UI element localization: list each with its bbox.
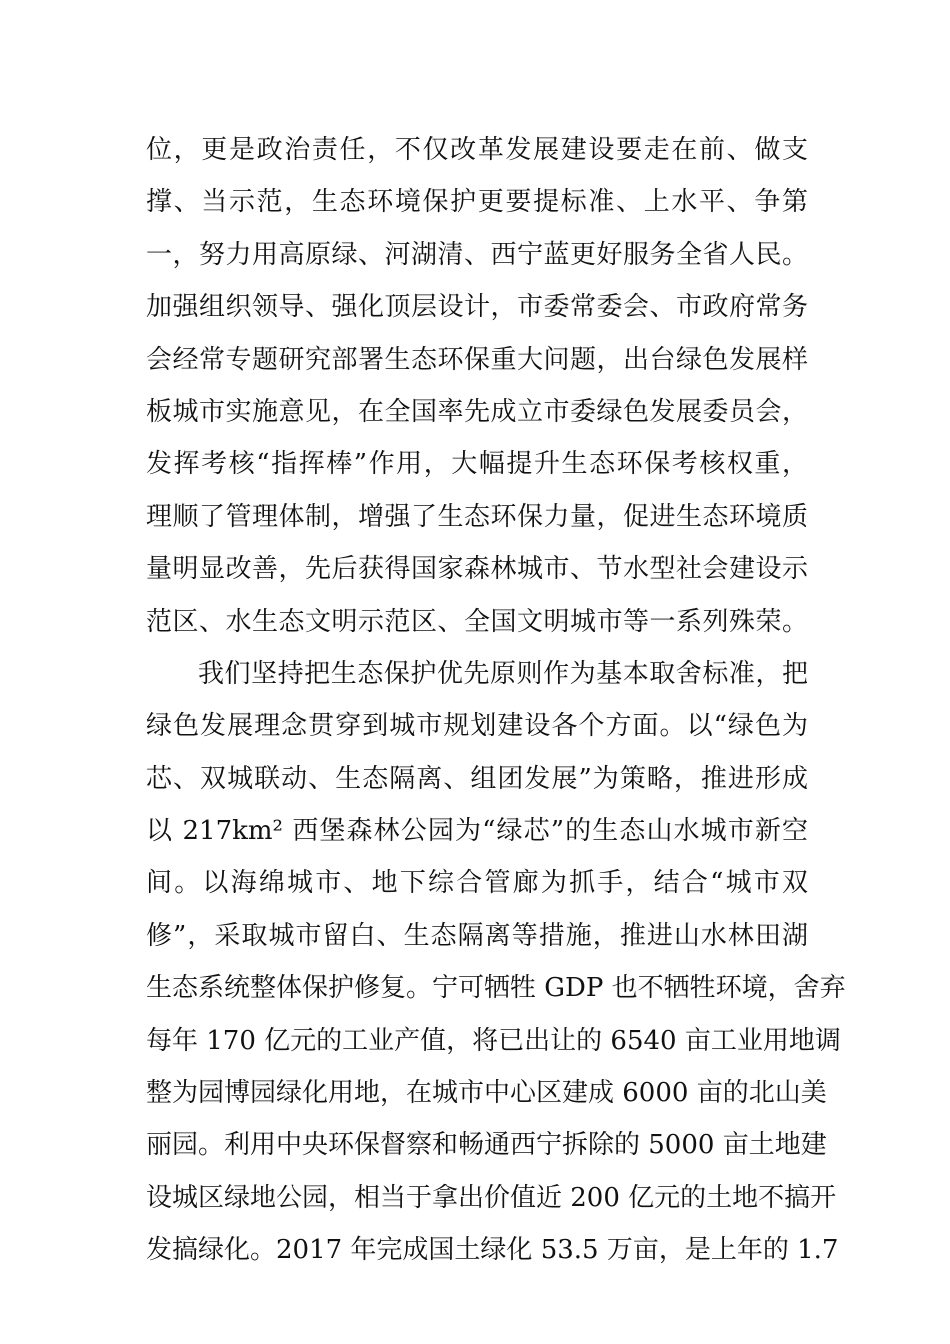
text-line: 理顺了管理体制，增强了生态环保力量，促进生态环境质 [146, 501, 808, 532]
text-line: 会经常专题研究部署生态环保重大问题，出台绿色发展样 [146, 344, 808, 375]
text-line: 绿色发展理念贯穿到城市规划建设各个方面。以“绿色为 [146, 711, 808, 742]
text-line: 修”，采取城市留白、生态隔离等措施，推进山水林田湖 [146, 920, 808, 951]
text-line: 生态系统整体保护修复。宁可牺牲 GDP 也不牺牲环境，舍弃 [146, 973, 846, 1004]
text-line: 位，更是政治责任，不仅改革发展建设要走在前、做支 [146, 135, 808, 165]
text-line: 发挥考核“指挥棒”作用，大幅提升生态环保考核权重， [146, 449, 808, 480]
text-line: 量明显改善，先后获得国家森林城市、节水型社会建设示 [146, 554, 808, 585]
text-line: 整为园博园绿化用地，在城市中心区建成 6000 亩的北山美 [146, 1078, 827, 1109]
paragraph-first-line: 我们坚持把生态保护优先原则作为基本取舍标准，把 [198, 658, 808, 689]
text-line: 间。以海绵城市、地下综合管廊为抓手，结合“城市双 [146, 868, 808, 899]
text-line: 发搞绿化。2017 年完成国土绿化 53.5 万亩，是上年的 1.7 [146, 1235, 839, 1266]
text-line: 加强组织领导、强化顶层设计，市委常委会、市政府常务 [146, 292, 808, 323]
text-line: 每年 170 亿元的工业产值，将已出让的 6540 亩工业用地调 [146, 1025, 841, 1056]
text-line: 以 217km² 西堡森林公园为“绿芯”的生态山水城市新空 [146, 816, 808, 847]
text-line: 设城区绿地公园，相当于拿出价值近 200 亿元的土地不搞开 [146, 1182, 837, 1213]
text-line: 范区、水生态文明示范区、全国文明城市等一系列殊荣。 [146, 606, 808, 637]
text-line: 丽园。利用中央环保督察和畅通西宁拆除的 5000 亩土地建 [146, 1130, 827, 1161]
text-line: 一，努力用高原绿、河湖清、西宁蓝更好服务全省人民。 [146, 239, 808, 270]
text-line: 芯、双城联动、生态隔离、组团发展”为策略，推进形成 [146, 763, 808, 794]
text-line: 撑、当示范，生态环境保护更要提标准、上水平、争第 [146, 187, 808, 218]
text-line: 板城市实施意见，在全国率先成立市委绿色发展委员会， [146, 396, 808, 427]
body-text [146, 124, 846, 1277]
